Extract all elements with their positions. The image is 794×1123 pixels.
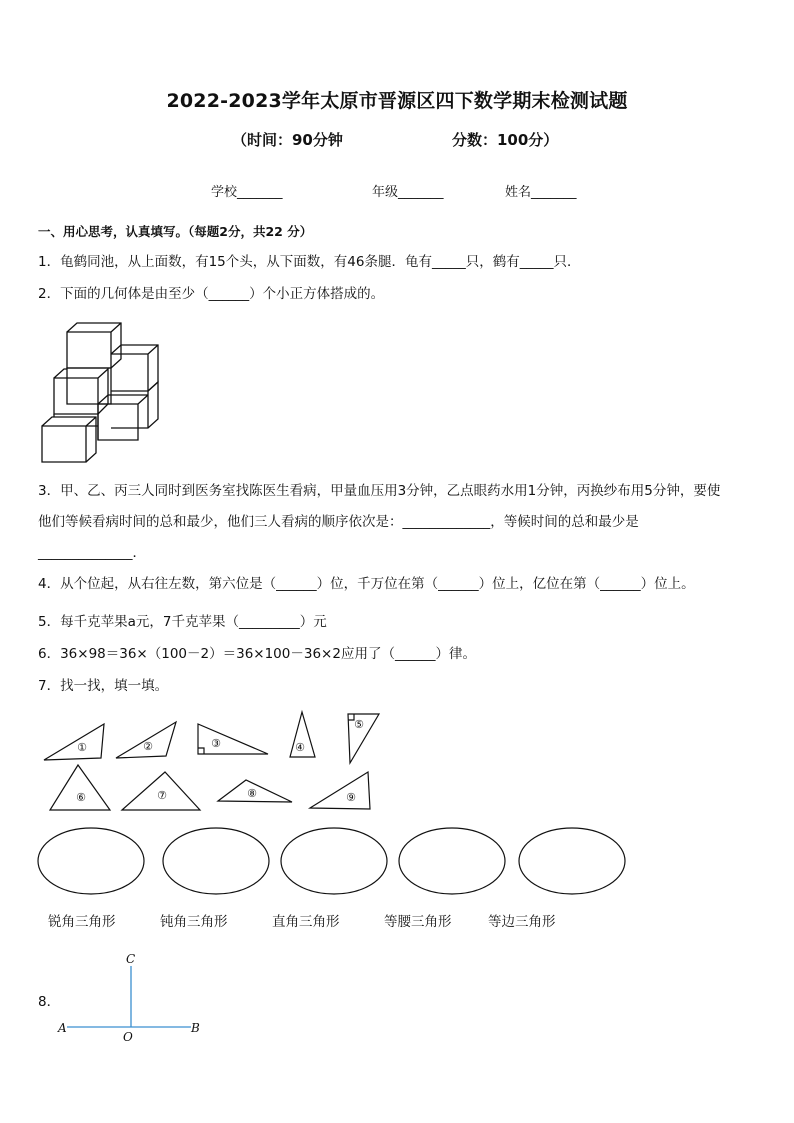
question-4: 4．从个位起，从右往左数，第六位是（______）位，千万位在第（______）位上，亿位在第（______）位上。 (38, 576, 695, 592)
question-6: 6．36×98＝36×（100－2）＝36×100－36×2应用了（______）律。 (38, 646, 476, 662)
point-c-label: C (126, 952, 136, 966)
triangle-label-5: ⑤ (354, 718, 364, 731)
ellipse-obtuse (163, 828, 269, 894)
label-equilateral: 等边三角形 (488, 914, 556, 930)
point-b-label: B (191, 1021, 200, 1035)
exam-time: （时间：90分钟 (232, 131, 343, 149)
ellipse-right (281, 828, 387, 894)
question-3-line2: 他们等候看病时间的总和最少，他们三人看病的顺序依次是：_____________，等候时间的总和最少是 (38, 514, 639, 530)
section-heading: 一、用心思考，认真填写。（每题2分，共22 分） (38, 224, 313, 239)
label-isosceles: 等腰三角形 (384, 914, 452, 930)
ellipse-acute (38, 828, 144, 894)
label-acute: 锐角三角形 (48, 914, 116, 930)
label-obtuse: 钝角三角形 (160, 914, 228, 930)
triangle-label-7: ⑦ (157, 789, 167, 802)
question-2: 2．下面的几何体是由至少（______）个小正方体搭成的。 (38, 286, 385, 302)
question-8: 8． (38, 994, 61, 1010)
cube-stack-figure (38, 318, 168, 468)
label-right: 直角三角形 (272, 914, 340, 930)
question-3-line1: 3．甲、乙、丙三人同时到医务室找陈医生看病，甲量血压用3分钟，乙点眼药水用1分钟，丙换纱布用5分钟，要使 (38, 483, 721, 499)
triangle-label-9: ⑨ (346, 791, 356, 804)
question-5: 5．每千克苹果a元，7千克苹果（_________）元 (38, 614, 327, 630)
triangle-label-8: ⑧ (247, 787, 257, 800)
triangle-label-2: ② (143, 740, 153, 753)
triangle-label-6: ⑥ (76, 791, 86, 804)
triangle-figures (38, 706, 398, 816)
exam-score: 分数：100分） (452, 131, 559, 149)
triangle-label-4: ④ (295, 741, 305, 754)
question-3-line3: ______________． (38, 545, 146, 561)
ellipse-isosceles (399, 828, 505, 894)
triangle-1 (44, 724, 104, 760)
question-7: 7．找一找，填一填。 (38, 678, 169, 694)
point-a-label: A (58, 1021, 67, 1035)
triangle-9 (310, 772, 370, 809)
question-1: 1．龟鹤同池，从上面数，有15个头，从下面数，有46条腿．龟有_____只，鹤有_____只． (38, 254, 581, 270)
ellipse-equilateral (519, 828, 625, 894)
school-field: 学校_______ (211, 185, 283, 200)
page-title: 2022-2023学年太原市晋源区四下数学期末检测试题 (166, 90, 628, 112)
angle-figure (55, 950, 215, 1050)
triangle-3 (198, 724, 268, 754)
grade-field: 年级_______ (372, 185, 444, 200)
point-o-label: O (123, 1030, 133, 1044)
triangle-label-1: ① (77, 741, 87, 754)
category-ellipses (36, 826, 636, 900)
triangle-3-right-mark (198, 748, 204, 754)
triangle-label-3: ③ (211, 737, 221, 750)
name-field: 姓名_______ (505, 185, 577, 200)
